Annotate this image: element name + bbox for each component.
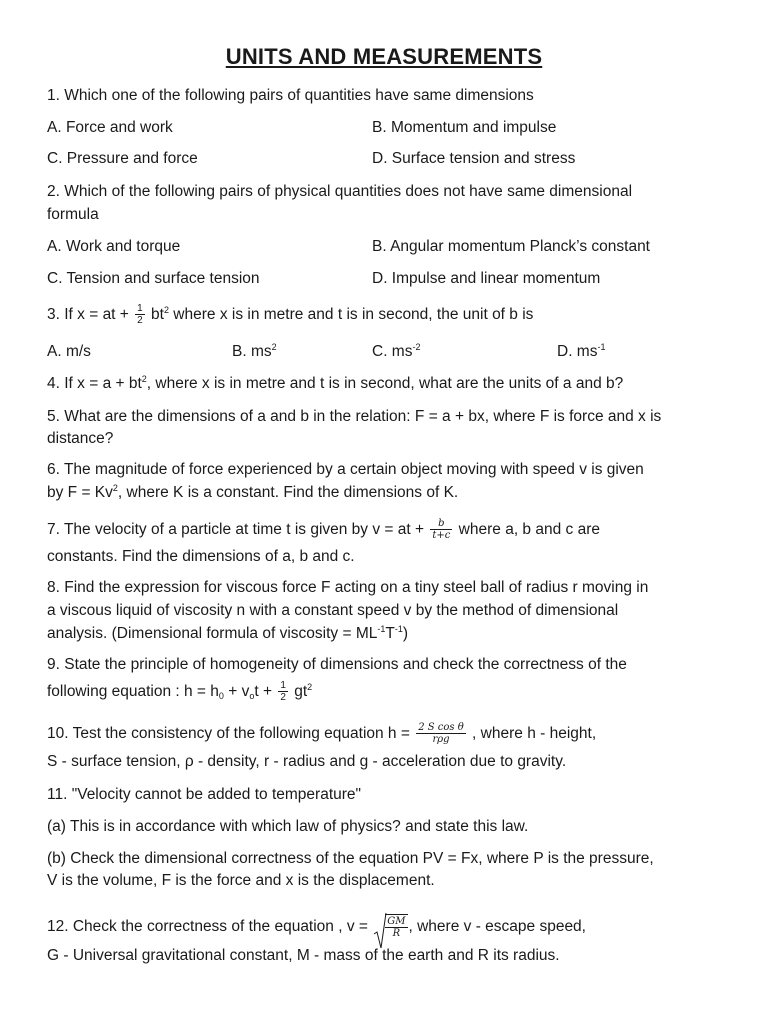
question-9-line-2 bbox=[47, 680, 312, 703]
q7-frac-num: b bbox=[430, 518, 452, 530]
q9-text-start: following equation : h = h bbox=[47, 683, 219, 700]
q10-frac-den: rρg bbox=[432, 734, 450, 746]
question-6-line-1: 6. The magnitude of force experienced by a certain object moving with speed v is given bbox=[47, 461, 644, 478]
q3-option-b bbox=[232, 340, 277, 363]
q9-sub-0: 0 bbox=[218, 691, 224, 701]
page-title: UNITS AND MEASUREMENTS bbox=[225, 44, 543, 69]
question-10-line-1 bbox=[47, 722, 596, 745]
q3-text-start: 3. If x = at + bbox=[47, 306, 134, 323]
question-11-line-1: 11. "Velocity cannot be added to temperature" bbox=[47, 786, 362, 803]
q7-text-start: 7. The velocity of a particle at time t is given by v = at + bbox=[47, 521, 429, 538]
q2-option-b: B. Angular momentum Planck’s constant bbox=[372, 238, 650, 255]
q7-text-end: where a, b and c are bbox=[454, 521, 600, 538]
question-5-line-2: distance? bbox=[47, 430, 114, 447]
q3-option-c bbox=[372, 340, 420, 363]
q3-option-b-sup: 2 bbox=[271, 342, 277, 352]
q3-fraction bbox=[135, 303, 145, 326]
q2-option-d: D. Impulse and linear momentum bbox=[372, 270, 601, 287]
q3-option-a: A. m/s bbox=[47, 343, 91, 360]
question-12-line-2: G - Universal gravitational constant, M - mass of the earth and R its radius. bbox=[47, 947, 560, 964]
q3-option-b-text: B. ms bbox=[232, 343, 272, 360]
q1-option-c: C. Pressure and force bbox=[47, 150, 198, 167]
q10-text-start: 10. Test the consistency of the following equation h = bbox=[47, 725, 415, 742]
q9-fraction bbox=[278, 680, 288, 703]
q8-sup-2: -1 bbox=[394, 624, 403, 634]
q8-text-mid: T bbox=[385, 625, 395, 642]
question-5-line-1: 5. What are the dimensions of a and b in the relation: F = a + bx, where F is force and x is bbox=[47, 408, 662, 425]
q6-sup: 2 bbox=[112, 483, 118, 493]
q9-frac-den: 2 bbox=[280, 692, 286, 704]
q4-sup: 2 bbox=[141, 374, 147, 384]
q1-option-d: D. Surface tension and stress bbox=[372, 150, 576, 167]
q4-text-end: , where x is in metre and t is in second, what are the units of a and b? bbox=[146, 375, 624, 392]
q8-text-start: analysis. (Dimensional formula of viscosity = ML bbox=[47, 625, 378, 642]
question-9-line-1: 9. State the principle of homogeneity of dimensions and check the correctness of the bbox=[47, 656, 627, 673]
q2-option-c: C. Tension and surface tension bbox=[47, 270, 260, 287]
q3-text-end: where x is in metre and t is in second, the unit of b is bbox=[168, 306, 534, 323]
question-2-line-2: formula bbox=[47, 206, 99, 223]
q10-frac-num: 2 S cos θ bbox=[418, 722, 464, 734]
q9-frac-num: 1 bbox=[280, 680, 286, 692]
q7-fraction bbox=[430, 518, 452, 541]
question-2-line-1: 2. Which of the following pairs of physical quantities does not have same dimensional bbox=[47, 183, 633, 200]
question-10-line-2: S - surface tension, ρ - density, r - radius and g - acceleration due to gravity. bbox=[47, 753, 567, 770]
question-7-line-2: constants. Find the dimensions of a, b and c. bbox=[47, 548, 355, 565]
question-1: 1. Which one of the following pairs of quantities have same dimensions bbox=[47, 87, 534, 104]
q3-option-c-sup: -2 bbox=[412, 342, 421, 352]
q10-fraction bbox=[416, 722, 466, 745]
question-11-part-b-line-2: V is the volume, F is the force and x is the displacement. bbox=[47, 872, 435, 889]
q9-text-end: gt bbox=[289, 683, 308, 700]
q3-option-d bbox=[557, 340, 605, 363]
q8-text-end: ) bbox=[402, 625, 409, 642]
q3-text-mid: bt bbox=[146, 306, 164, 323]
q8-sup-1: -1 bbox=[377, 624, 386, 634]
question-4 bbox=[47, 372, 623, 395]
q1-option-b: B. Momentum and impulse bbox=[372, 119, 557, 136]
q4-text-start: 4. If x = a + bt bbox=[47, 375, 142, 392]
q6-text-end: , where K is a constant. Find the dimensions of K. bbox=[117, 484, 459, 501]
q12-fraction bbox=[385, 916, 407, 939]
question-6-line-2 bbox=[47, 481, 458, 504]
q7-frac-den: t+c bbox=[432, 530, 451, 542]
q9-sup: 2 bbox=[307, 682, 313, 692]
question-8-line-2: a viscous liquid of viscosity n with a constant speed v by the method of dimensional bbox=[47, 602, 619, 619]
q2-option-a: A. Work and torque bbox=[47, 238, 181, 255]
q12-text-end: , where v - escape speed, bbox=[408, 917, 586, 935]
q9-text-mid-1: + v bbox=[223, 683, 250, 700]
q9-sub-o: o bbox=[249, 691, 255, 701]
q3-option-d-sup: -1 bbox=[597, 342, 606, 352]
q3-option-d-text: D. ms bbox=[557, 343, 598, 360]
question-8-line-1: 8. Find the expression for viscous force F acting on a tiny steel ball of radius r moving in bbox=[47, 579, 649, 596]
q12-frac-den: R bbox=[392, 928, 401, 940]
q12-frac-num: GM bbox=[387, 916, 406, 928]
question-8-line-3 bbox=[47, 622, 408, 645]
q12-text-start: 12. Check the correctness of the equation , v = bbox=[47, 917, 373, 935]
q3-frac-num: 1 bbox=[137, 303, 143, 315]
q1-option-a: A. Force and work bbox=[47, 119, 173, 136]
question-3 bbox=[47, 303, 533, 326]
question-11-part-a: (a) This is in accordance with which law of physics? and state this law. bbox=[47, 818, 529, 835]
q3-option-c-text: C. ms bbox=[372, 343, 413, 360]
q3-options bbox=[47, 340, 727, 363]
q12-square-root bbox=[373, 914, 407, 939]
question-7-line-1 bbox=[47, 518, 600, 541]
q10-text-end: , where h - height, bbox=[467, 725, 597, 742]
question-12-line-1 bbox=[47, 914, 586, 939]
question-11-part-b-line-1: (b) Check the dimensional correctness of the equation PV = Fx, where P is the pressure, bbox=[47, 850, 654, 867]
q9-text-mid-2: t + bbox=[254, 683, 277, 700]
q3-frac-den: 2 bbox=[137, 315, 143, 327]
q6-text-start: by F = Kv bbox=[47, 484, 113, 501]
q3-sup: 2 bbox=[163, 305, 169, 315]
